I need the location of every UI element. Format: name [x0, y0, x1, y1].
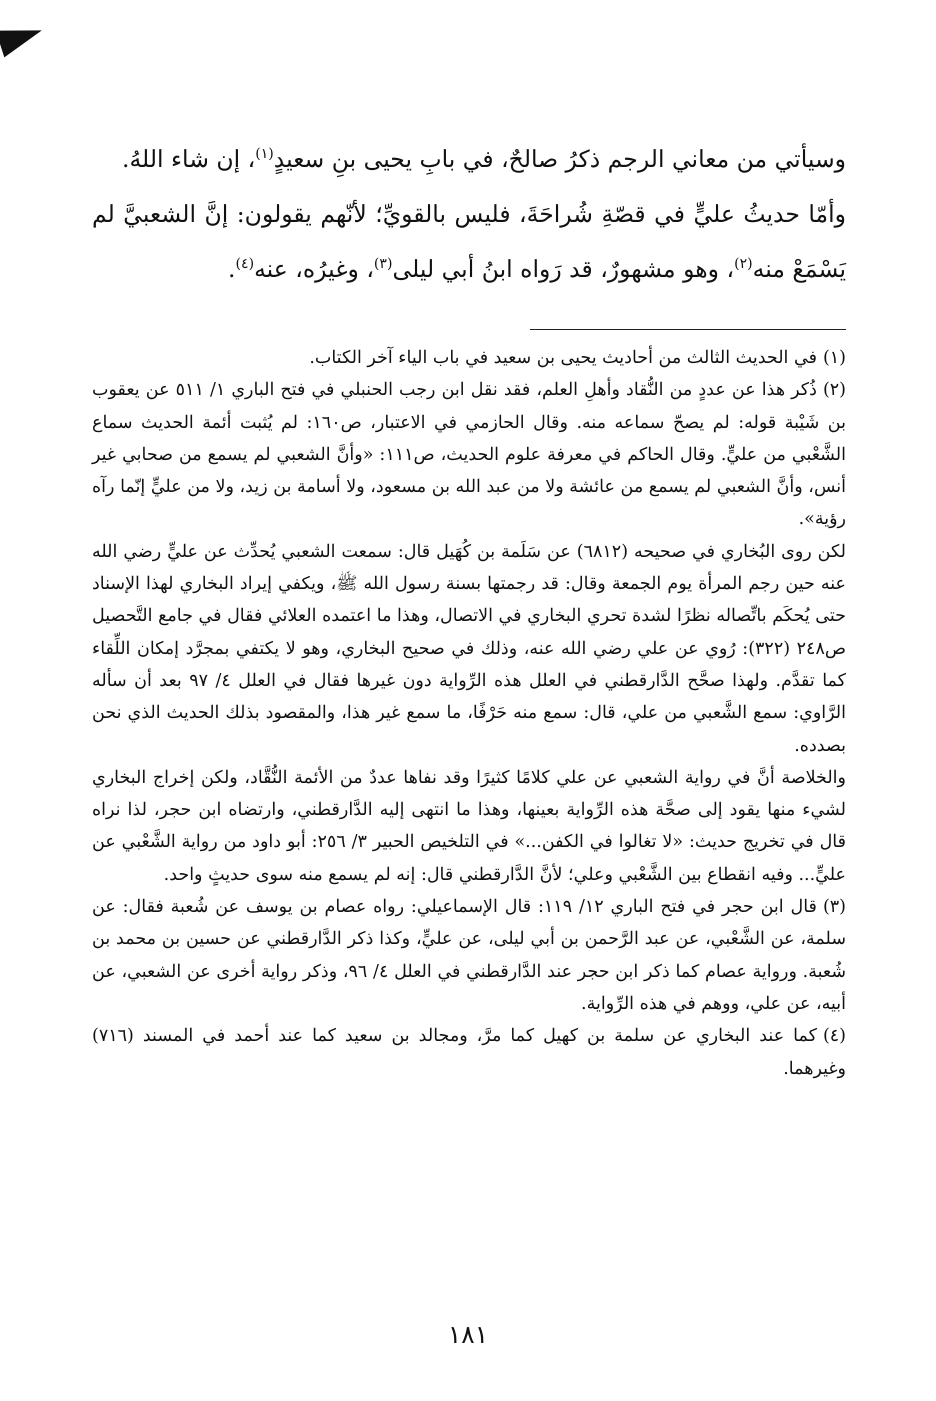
- main-text-segment: ، وهو مشهورٌ، قد رَواه ابنُ أبي ليلى: [392, 255, 735, 283]
- main-text-segment: وأمّا حديثُ عليٍّ في قصّةِ شُراحَةَ، فليس بالقويِّ؛ لأنّهم يقولون: إنَّ الشعبيَّ لم يَسْمَعْ منه: [92, 200, 846, 283]
- main-paragraph-2: [92, 187, 846, 297]
- main-text-segment: .: [228, 255, 236, 283]
- main-text-segment: ، إن شاء اللهُ.: [121, 145, 256, 173]
- page-number: ١٨١: [447, 1320, 489, 1349]
- footnote-paragraph: [92, 536, 846, 762]
- footnote-text: والخلاصة أنَّ في رواية الشعبي عن علي كلامًا كثيرًا وقد نفاها عددٌ من الأئمة النُّقَّاد، ولكن إخراج البخاري لشيء منها يقود إلى صحَّة هذه الرِّواية بعينها، وهذا ما انتهى إليه الدَّارقطني، وارتضاه ابن حجر، لذا نراه قال في تخريج حديث: «لا تغالوا في الكفن...» في التلخيص الحبير ٣/ ٢٥٦: أبو داود من رواية الشَّعْبي عن عليٍّ... وفيه انقطاع بين الشَّعْبي وعلي؛ لأنَّ الدَّارقطني قال: إنه لم يسمع منه سوى حديثٍ واحد.: [92, 767, 846, 885]
- footnote-paragraph: [92, 891, 846, 1020]
- footnote-4: [92, 1020, 846, 1085]
- footnote-2: [92, 374, 846, 891]
- footnote-number: (١): [822, 348, 846, 368]
- corner-mark: [0, 17, 46, 57]
- footnote-text: لكن روى البُخاري في صحيحه (٦٨١٢) عن سَلَمة بن كُهَيل قال: سمعت الشعبي يُحدِّث عن عليٍّ رضي الله عنه حين رجم المرأة يوم الجمعة وقال: قد رجمتها بسنة رسول الله ﷺ، ويكفي إيراد البخاري لهذا الإسناد حتى يُحكَم باتِّصاله نظرًا لشدة تحري البخاري في الاتصال، وهذا ما اعتمده العلائي فقال في جامع التَّحصيل ص٢٤٨ (٣٢٢): رُوي عن علي رضي الله عنه، وذلك في صحيح البخاري، وهو لا يكتفي بمجرَّد إمكان اللِّقاء كما تقدَّم. ولهذا صحَّح الدَّارقطني في العلل هذه الرِّواية دون غيرها فقال في العلل ٤/ ٩٧ بعد أن سأله الرَّاوي: سمع الشَّعبي من علي، قال: سمع منه حَرْفًا، ما سمع غير هذا، والمقصود بذلك الحديث الذي نحن بصدده.: [92, 541, 847, 756]
- footnote-text: ذُكر هذا عن عددٍ من النُّقاد وأهلِ العلم، فقد نقل ابن رجب الحنبلي في فتح الباري ١/ ٥١١ عن يعقوب بن شَيْبة قوله: لم يصحّ سماعه منه. وقال الحازمي في الاعتبار، ص١٦٠: لم يُثبت أئمة الحديث سماع الشَّعْبي من عليٍّ. وقال الحاكم في معرفة علوم الحديث، ص١١١: «وأنَّ الشعبي لم يسمع من صحابي غير أنس، وأنَّ الشعبي لم يسمع من عائشة ولا من عبد الله بن مسعود، ولا أسامة بن زيد، ولا من عليٍّ إنّما رآه رؤية».: [92, 380, 846, 530]
- footnote-number: (٣): [822, 897, 846, 918]
- footnote-paragraph: [92, 1020, 846, 1085]
- footnote-ref-3[interactable]: (٣): [373, 256, 393, 273]
- main-paragraph-1: [92, 132, 846, 187]
- footnote-text: في الحديث الثالث من أحاديث يحيى بن سعيد في باب الياء آخر الكتاب.: [309, 348, 817, 368]
- footnote-ref-2[interactable]: (٢): [734, 256, 753, 273]
- page-content: [92, 132, 846, 1085]
- footnote-paragraph: [92, 342, 846, 374]
- footnote-separator: [530, 329, 846, 330]
- footnote-ref-1[interactable]: (١): [255, 146, 274, 163]
- main-text-segment: ، وغيرُه، عنه: [254, 255, 374, 283]
- footnote-text: قال ابن حجر في فتح الباري ١٢/ ١١٩: قال الإسماعيلي: رواه عصام بن يوسف عن شُعبة فقال: عن سلمة، عن الشَّعْبي، عن عبد الرَّحمن بن أبي ليلى، عن عليٍّ، وكذا ذكر الدَّارقطني عن حسين بن محمد بن شُعبة. ورواية عصام كما ذكر ابن حجر عند الدَّارقطني في العلل ٤/ ٩٦، وذكر رواية أخرى عن الشعبي، عن أبيه، عن علي، ووهم في هذه الرِّواية.: [92, 897, 847, 1014]
- main-text-segment: وسيأتي من معاني الرجم ذكرُ صالحٌ، في بابِ يحيى بنِ سعيدٍ: [273, 145, 846, 173]
- footnote-1: [92, 342, 846, 374]
- footnote-number: (٤): [822, 1026, 846, 1047]
- footnote-paragraph: [92, 762, 846, 891]
- footnotes: [92, 342, 846, 1085]
- main-text: [92, 132, 846, 297]
- footnote-3: [92, 891, 846, 1020]
- footnote-text: كما عند البخاري عن سلمة بن كهيل كما مرَّ، ومجالد بن سعيد كما عند أحمد في المسند (٧١٦) وغيرهما.: [92, 1026, 846, 1079]
- footnote-number: (٢): [822, 380, 846, 401]
- footnote-ref-4[interactable]: (٤): [235, 256, 255, 273]
- footnote-paragraph: [92, 374, 846, 535]
